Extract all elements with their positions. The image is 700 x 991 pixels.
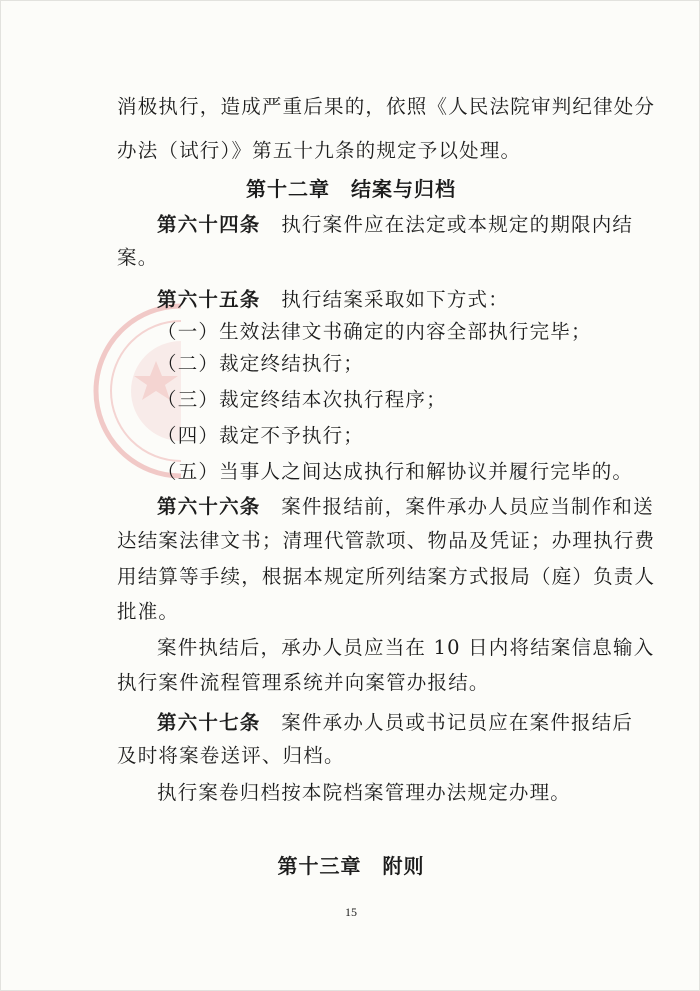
- paragraph-line: 及时将案卷送评、归档。: [117, 744, 345, 767]
- paragraph-line: 批准。: [117, 600, 180, 623]
- article-line: 第六十四条 执行案件应在法定或本规定的期限内结: [157, 213, 634, 236]
- article-line: 第六十六条 案件报结前，案件承办人员应当制作和送: [157, 495, 654, 518]
- paragraph-line: 执行案卷归档按本院档案管理办法规定办理。: [157, 781, 572, 804]
- page-number: 15: [345, 905, 357, 919]
- article-number: 第六十七条: [157, 711, 261, 734]
- paragraph-line: 办法（试行）》第五十九条的规定予以处理。: [117, 139, 522, 162]
- paragraph-line: 达结案法律文书；清理代管款项、物品及凭证；办理执行费: [117, 529, 656, 552]
- chapter-heading: 第十三章 附则: [277, 854, 425, 878]
- article-line: 第六十五条 执行结案采取如下方式：: [157, 288, 509, 311]
- list-item: （四）裁定不予执行；: [157, 424, 365, 447]
- paragraph-line: 消极执行，造成严重后果的，依照《人民法院审判纪律处分: [117, 95, 656, 118]
- article-number: 第六十四条: [157, 213, 261, 236]
- list-item: （二）裁定终结执行；: [157, 352, 365, 375]
- paragraph-line: 执行案件流程管理系统并向案管办报结。: [117, 671, 490, 694]
- article-line: 第六十七条 案件承办人员或书记员应在案件报结后: [157, 711, 634, 734]
- article-number: 第六十六条: [157, 495, 261, 518]
- list-item: （五）当事人之间达成执行和解协议并履行完毕的。: [157, 460, 634, 483]
- paragraph-line: 案件执结后，承办人员应当在 10 日内将结案信息输入: [157, 636, 655, 659]
- article-number: 第六十五条: [157, 288, 261, 311]
- list-item: （一）生效法律文书确定的内容全部执行完毕；: [157, 320, 592, 343]
- paragraph-line: 案。: [117, 246, 159, 269]
- list-item: （三）裁定终结本次执行程序；: [157, 388, 447, 411]
- chapter-heading: 第十二章 结案与归档: [246, 177, 456, 201]
- paragraph-line: 用结算等手续，根据本规定所列结案方式报局（庭）负责人: [117, 565, 656, 588]
